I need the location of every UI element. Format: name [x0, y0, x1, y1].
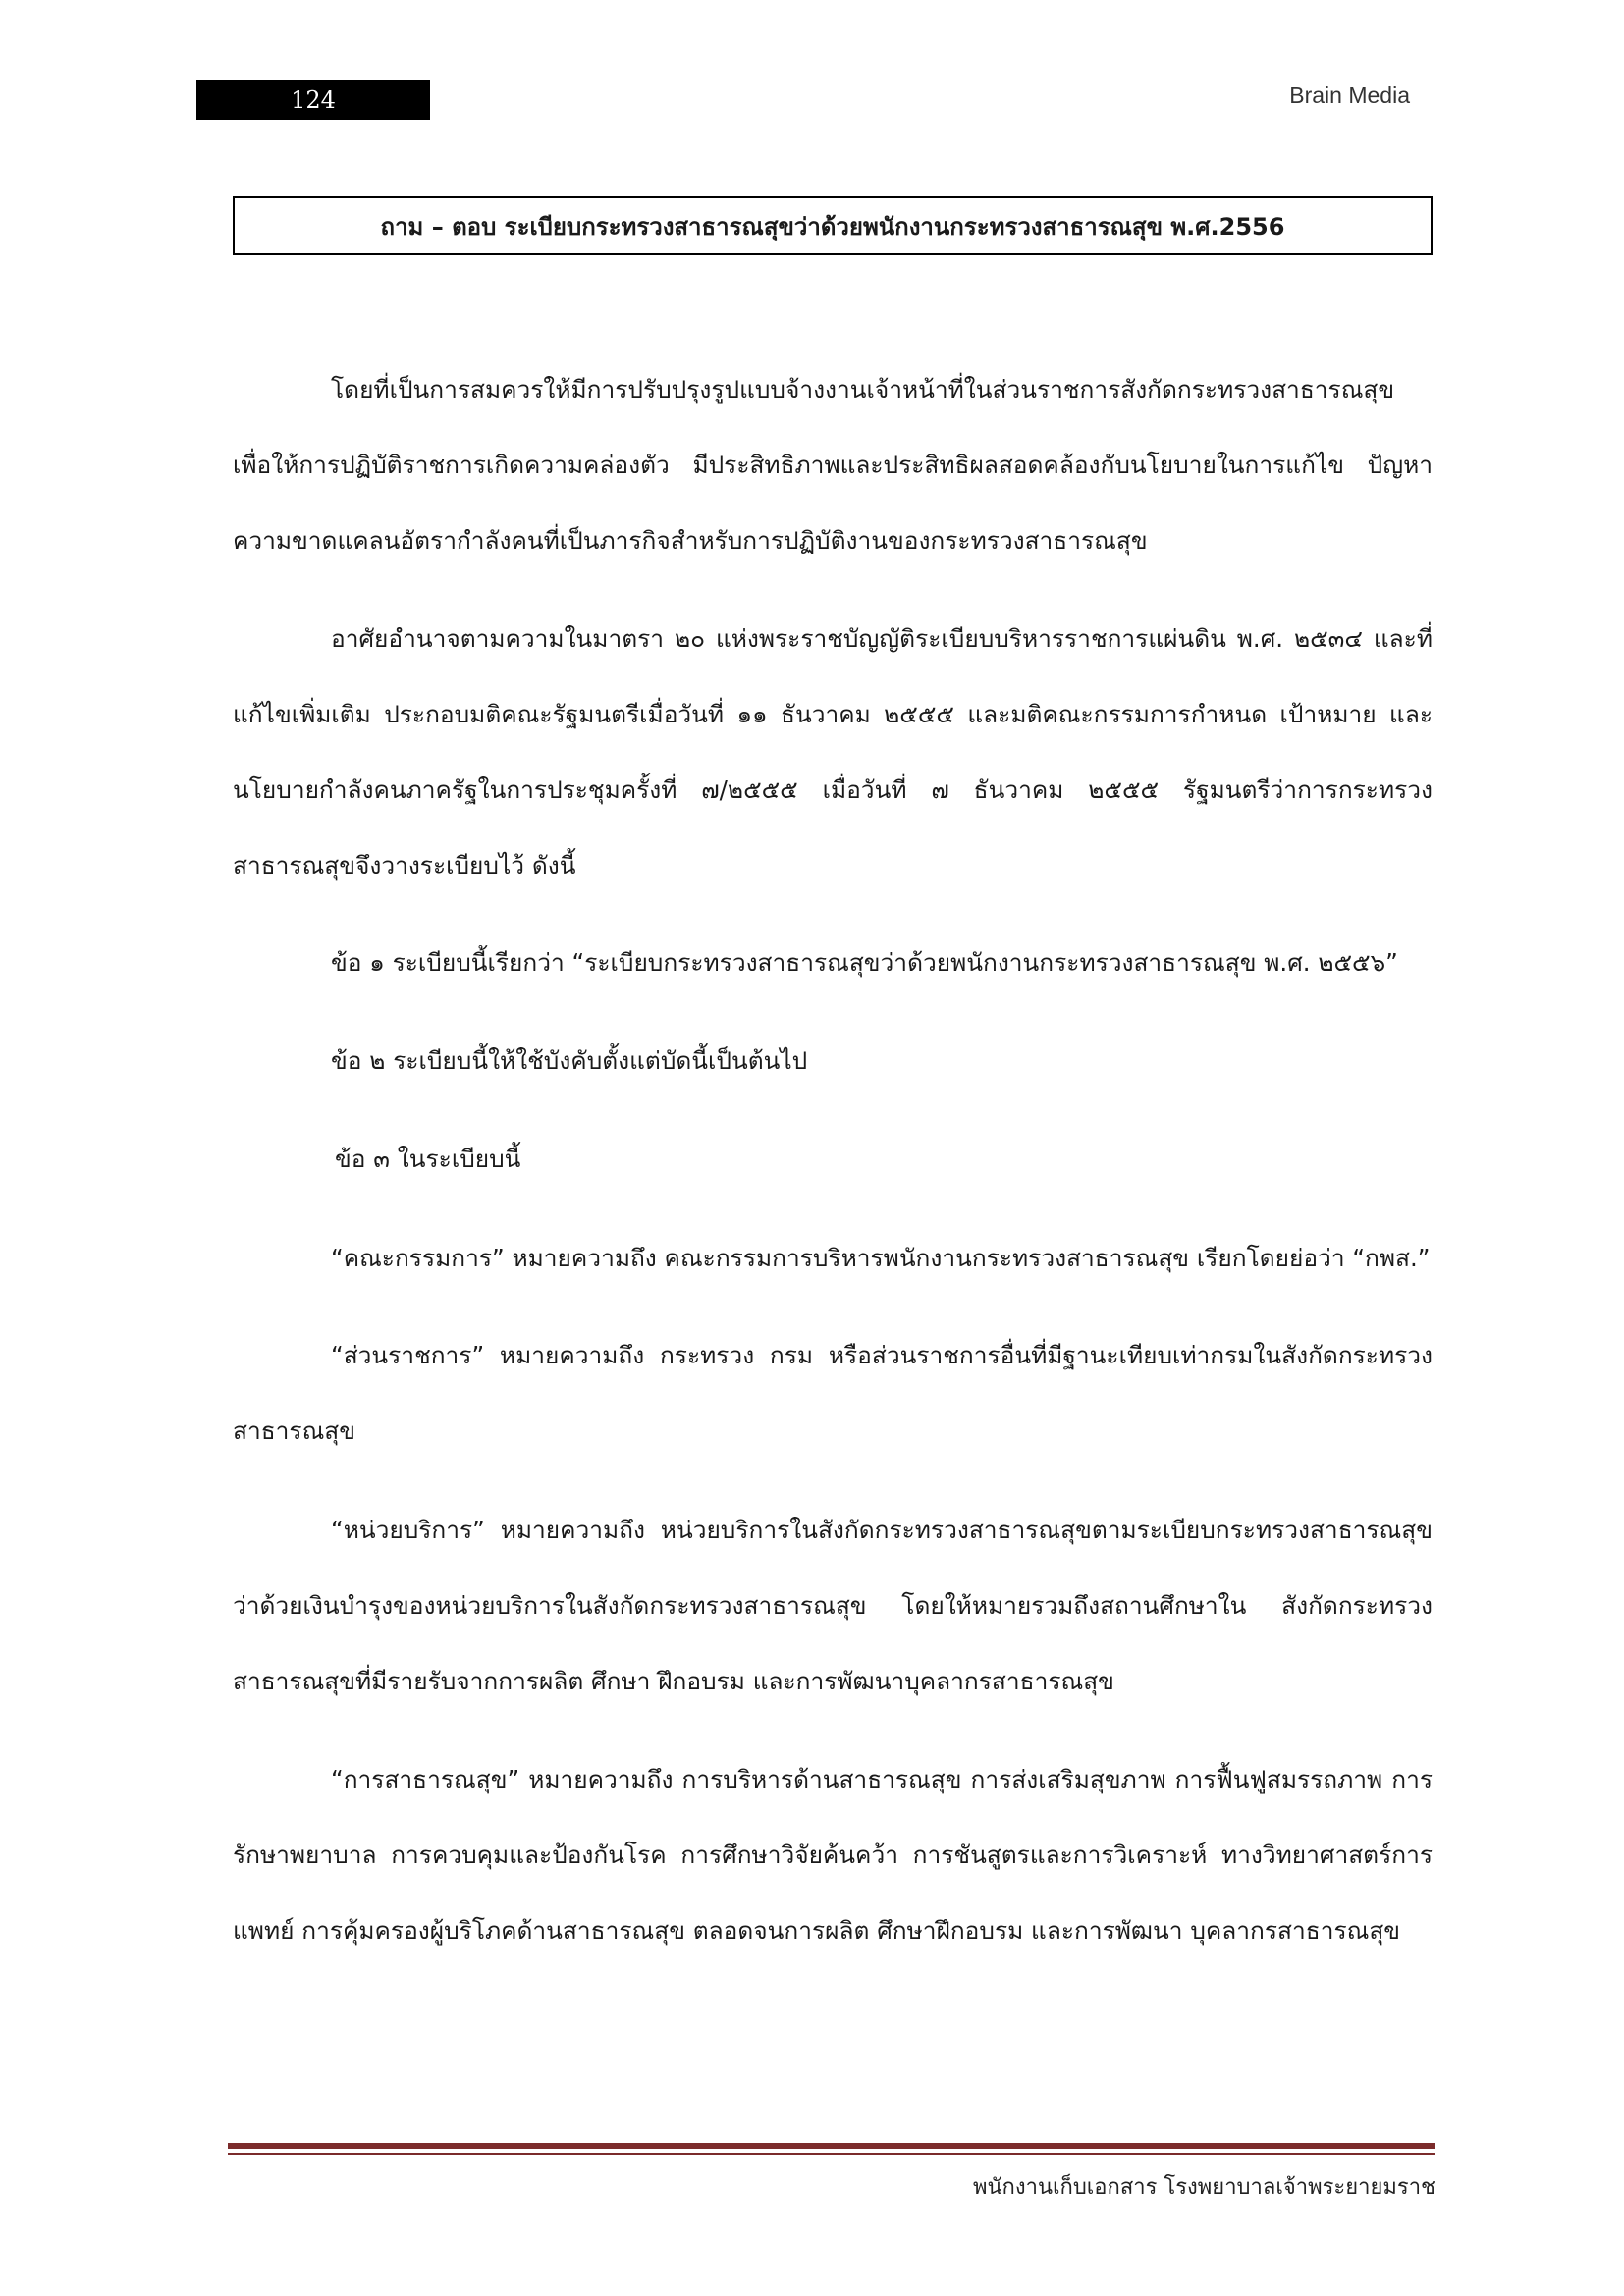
definition-government-agency: “ส่วนราชการ” หมายความถึง กระทรวง กรม หรือส่วนราชการอื่นที่มีฐานะเทียบเท่ากรมในสังกัดกระทรวงสาธารณสุข [233, 1341, 1433, 1445]
footer-divider-thin [228, 2153, 1435, 2155]
publisher-name: Brain Media [1289, 82, 1410, 108]
definition-committee: “คณะกรรมการ” หมายความถึง คณะกรรมการบริหารพนักงานกระทรวงสาธารณสุข เรียกโดยย่อว่า “กพส.” [331, 1244, 1431, 1272]
footer-text: พนักงานเก็บเอกสาร โรงพยาบาลเจ้าพระยายมราช [972, 2175, 1435, 2200]
paragraph-preamble: โดยที่เป็นการสมควรให้มีการปรับปรุงรูปแบบจ้างงานเจ้าหน้าที่ในส่วนราชการสังกัดกระทรวงสาธารณสุข เพื่อให้การปฏิบัติราชการเกิดความคล่องตัว มีประสิทธิภาพและประสิทธิผลสอดคล้องกับนโยบายในการแก้ไข ปัญหาความขาดแคลนอัตรากำลังคนที่เป็นภารกิจสำหรับการปฏิบัติงานของกระทรวงสาธารณสุข [233, 375, 1433, 555]
paragraph-authority: อาศัยอำนาจตามความในมาตรา ๒๐ แห่งพระราชบัญญัติระเบียบบริหารราชการแผ่นดิน พ.ศ. ๒๕๓๔ และที่แก้ไขเพิ่มเติม ประกอบมติคณะรัฐมนตรีเมื่อวันที่ ๑๑ ธันวาคม ๒๕๕๕ และมติคณะกรรมการกำหนด เป้าหมาย และนโยบายกำลังคนภาครัฐในการประชุมครั้งที่ ๗/๒๕๕๕ เมื่อวันที่ ๗ ธันวาคม ๒๕๕๕ รัฐมนตรีว่าการกระทรวงสาธารณสุขจึงวางระเบียบไว้ ดังนี้ [233, 624, 1433, 880]
document-title: ถาม – ตอบ ระเบียบกระทรวงสาธารณสุขว่าด้วยพนักงานกระทรวงสาธารณสุข พ.ศ.2556 [233, 196, 1433, 255]
page-number: 124 [196, 80, 430, 120]
footer-divider [228, 2143, 1435, 2149]
document-body [233, 351, 1433, 1968]
definition-service-unit: “หน่วยบริการ” หมายความถึง หน่วยบริการในสังกัดกระทรวงสาธารณสุขตามระเบียบกระทรวงสาธารณสุขว่าด้วยเงินบำรุงของหน่วยบริการในสังกัดกระทรวงสาธารณสุข โดยให้หมายรวมถึงสถานศึกษาใน สังกัดกระทรวงสาธารณสุขที่มีรายรับจากการผลิต ศึกษา ฝึกอบรม และการพัฒนาบุคลากรสาธารณสุข [233, 1516, 1433, 1695]
definition-public-health: “การสาธารณสุข” หมายความถึง การบริหารด้านสาธารณสุข การส่งเสริมสุขภาพ การฟื้นฟูสมรรถภาพ การรักษาพยาบาล การควบคุมและป้องกันโรค การศึกษาวิจัยค้นคว้า การชันสูตรและการวิเคราะห์ ทางวิทยาศาสตร์การแพทย์ การคุ้มครองผู้บริโภคด้านสาธารณสุข ตลอดจนการผลิต ศึกษาฝึกอบรม และการพัฒนา บุคลากรสาธารณสุข [233, 1765, 1433, 1945]
paragraph-article-3: ข้อ ๓ ในระเบียบนี้ [335, 1145, 521, 1173]
paragraph-article-1: ข้อ ๑ ระเบียบนี้เรียกว่า “ระเบียบกระทรวงสาธารณสุขว่าด้วยพนักงานกระทรวงสาธารณสุข พ.ศ. ๒๕๕๖” [331, 948, 1398, 977]
paragraph-article-2: ข้อ ๒ ระเบียบนี้ให้ใช้บังคับตั้งแต่บัดนี้เป็นต้นไป [331, 1046, 808, 1075]
